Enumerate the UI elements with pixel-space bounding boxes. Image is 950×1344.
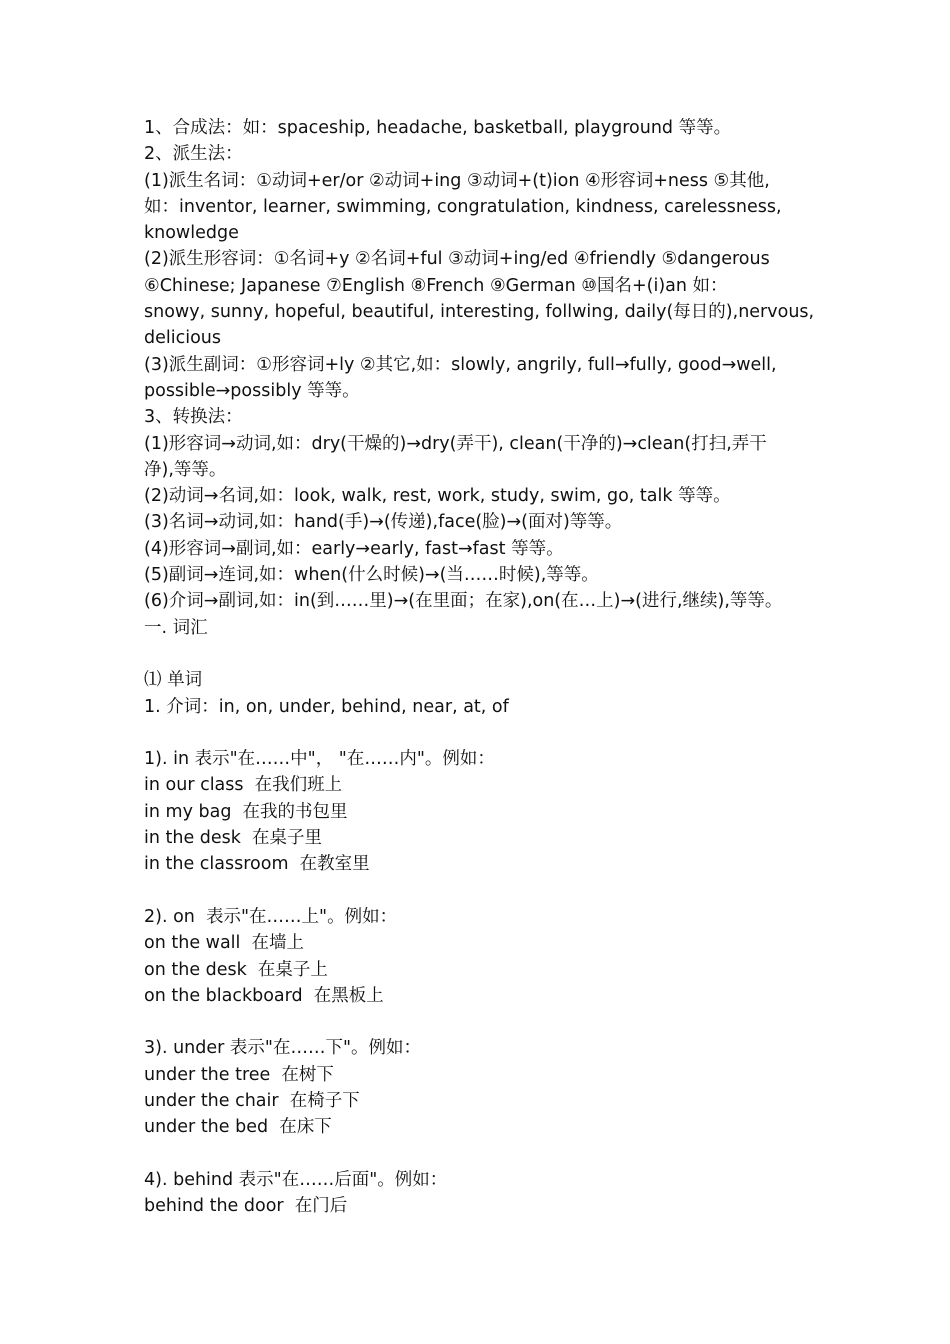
example-line: behind the door 在门后 (144, 1196, 348, 1217)
text-line: 1、合成法：如：spaceship, headache, basketball, playground 等等。 (144, 118, 732, 138)
document-body (144, 115, 824, 1219)
blank-line (144, 878, 824, 904)
text-line: (1)派生名词：①动词+er/or ②动词+ing ③动词+(t)ion ④形容词+ness ⑤其他, (144, 170, 770, 191)
text-line: (5)副词→连词,如：when(什么时候)→(当……时候),等等。 (144, 565, 599, 586)
text-line: 净),等等。 (144, 459, 227, 480)
text-line: (3)派生副词：①形容词+ly ②其它,如：slowly, angrily, full→fully, good→well, (144, 354, 777, 375)
text-line: 1. 介词：in, on, under, behind, near, at, of (144, 696, 509, 717)
example-heading: 4). behind 表示"在……后面"。例如： (144, 1169, 448, 1190)
example-line: in my bag 在我的书包里 (144, 801, 348, 822)
text-line: ⑥Chinese; Japanese ⑦English ⑧French ⑨German ⑩国名+(i)an 如： (144, 275, 728, 296)
example-line: under the chair 在椅子下 (144, 1090, 360, 1111)
text-line: knowledge (144, 223, 239, 244)
text-line: (6)介词→副词,如：in(到……里)→(在里面；在家),on(在…上)→(进行,继续),等等。 (144, 591, 783, 612)
blank-line (144, 1141, 824, 1167)
example-line: on the desk 在桌子上 (144, 959, 328, 980)
example-heading: 3). under 表示"在……下"。例如： (144, 1038, 422, 1059)
text-line: 如：inventor, learner, swimming, congratulation, kindness, carelessness, (144, 196, 782, 217)
blank-line (144, 641, 824, 667)
example-line: in our class 在我们班上 (144, 775, 343, 796)
subsection-heading: ⑴ 单词 (144, 670, 203, 691)
text-line: (1)形容词→动词,如：dry(干燥的)→dry(弄干), clean(干净的)→clean(打扫,弄干 (144, 433, 767, 454)
example-line: in the desk 在桌子里 (144, 828, 323, 849)
example-line: in the classroom 在教室里 (144, 854, 370, 875)
text-line: (4)形容词→副词,如：early→early, fast→fast 等等。 (144, 538, 564, 559)
example-heading: 2). on 表示"在……上"。例如： (144, 906, 398, 927)
section-heading: 一. 词汇 (144, 617, 208, 638)
text-line: 3、转换法： (144, 407, 243, 428)
example-line: on the wall 在墙上 (144, 933, 305, 954)
text-line: possible→possibly 等等。 (144, 380, 360, 401)
text-line: (3)名词→动词,如：hand(手)→(传递),face(脸)→(面对)等等。 (144, 512, 623, 533)
text-line: (2)派生形容词：①名词+y ②名词+ful ③动词+ing/ed ④friendly ⑤dangerous (144, 249, 770, 270)
example-line: under the bed 在床下 (144, 1117, 332, 1138)
text-line: (2)动词→名词,如：look, walk, rest, work, study, swim, go, talk 等等。 (144, 486, 731, 507)
text-line: delicious (144, 328, 221, 349)
blank-line (144, 1009, 824, 1035)
example-heading: 1). in 表示"在……中"， "在……内"。例如： (144, 749, 495, 770)
example-line: under the tree 在树下 (144, 1064, 334, 1085)
blank-line (144, 720, 824, 746)
text-line: snowy, sunny, hopeful, beautiful, interesting, follwing, daily(每日的),nervous, (144, 302, 815, 323)
example-line: on the blackboard 在黑板上 (144, 985, 384, 1006)
text-line: 2、派生法： (144, 144, 243, 165)
